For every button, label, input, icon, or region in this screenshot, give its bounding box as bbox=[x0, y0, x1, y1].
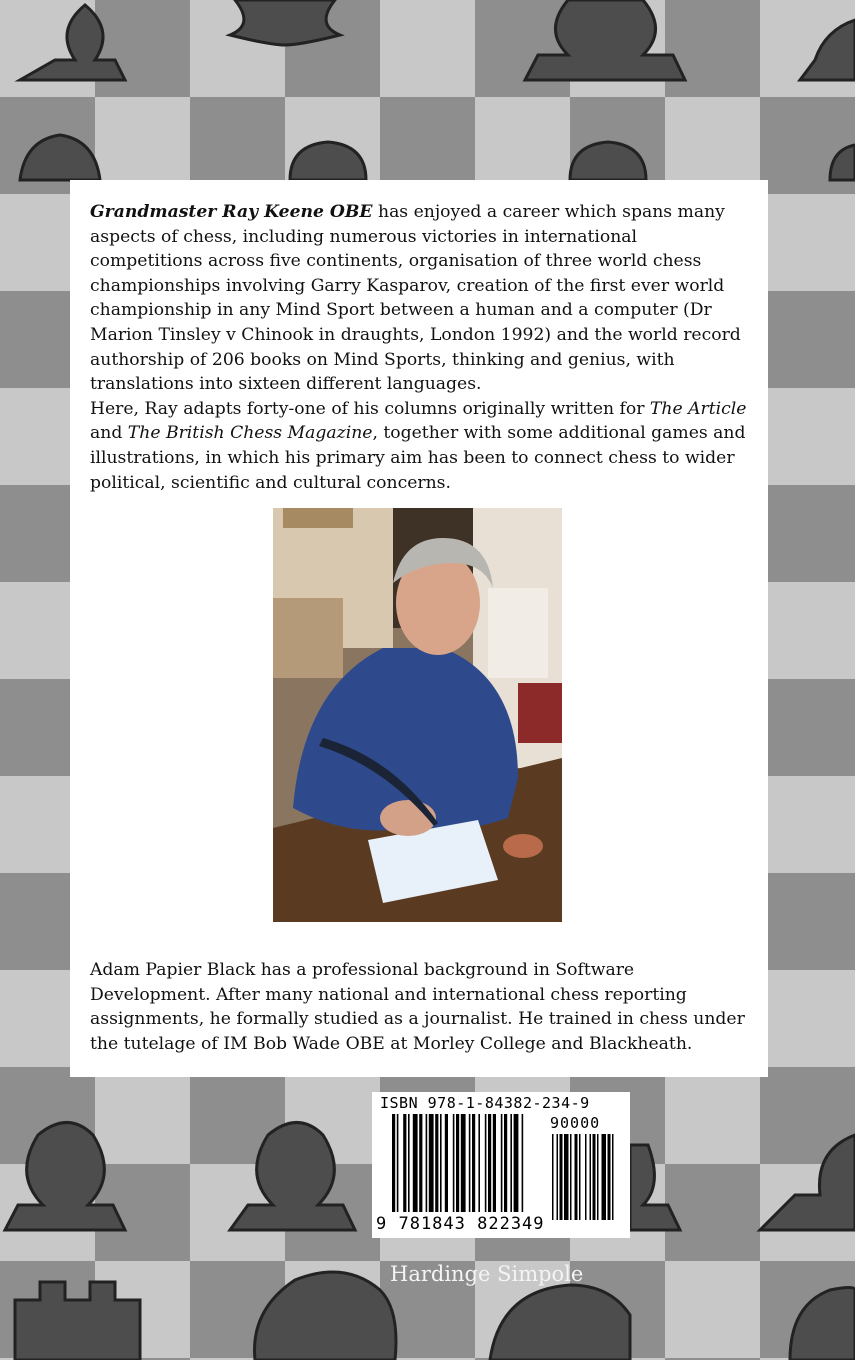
publication-bcm: The British Chess Magazine bbox=[127, 423, 373, 444]
author-intro: has enjoyed a career which spans many aspects of chess, including numerous victories in international competitions across five continents, organisation of three world chess championships involving Garry Kasparov, creation of the first ever world championship in any Mind Sport between a human and a computer (Dr Marion Tinsley v Chinook in draughts, London 1992) and the world record authorship of 206 books on Mind Sports, thinking and genius, with translations into sixteen different languages. bbox=[90, 202, 741, 395]
bio-para2-start: Here, Ray adapts forty-one of his columns originally written for bbox=[90, 398, 650, 419]
author-name: Grandmaster Ray Keene OBE bbox=[90, 202, 373, 222]
isbn-label: ISBN 978-1-84382-234-9 bbox=[380, 1094, 590, 1112]
isbn-barcode bbox=[372, 1092, 630, 1238]
author-bio-main bbox=[90, 200, 750, 495]
bishop-icon bbox=[230, 0, 340, 45]
bio-para2-end: , together with some additional games and illustrations, in which his primary aim has been to connect chess to wider political, scientific and cultural concerns. bbox=[90, 423, 746, 493]
price-addon: 90000 bbox=[550, 1114, 601, 1132]
author-photo bbox=[273, 508, 562, 922]
publication-the-article: The Article bbox=[649, 398, 747, 419]
back-cover-panel bbox=[70, 180, 768, 1077]
barcode-digits: 9 781843 822349 bbox=[376, 1214, 545, 1234]
bio-para2-and: and bbox=[90, 423, 128, 444]
publisher-name: Hardinge Simpole bbox=[390, 1262, 584, 1286]
coauthor-bio: Adam Papier Black has a professional background in Software Development. After many national and international chess reporting assignments, he formally studied as a journalist. He trained in chess under the tutelage of IM Bob Wade OBE at Morley College and Blackheath. bbox=[90, 960, 745, 1054]
